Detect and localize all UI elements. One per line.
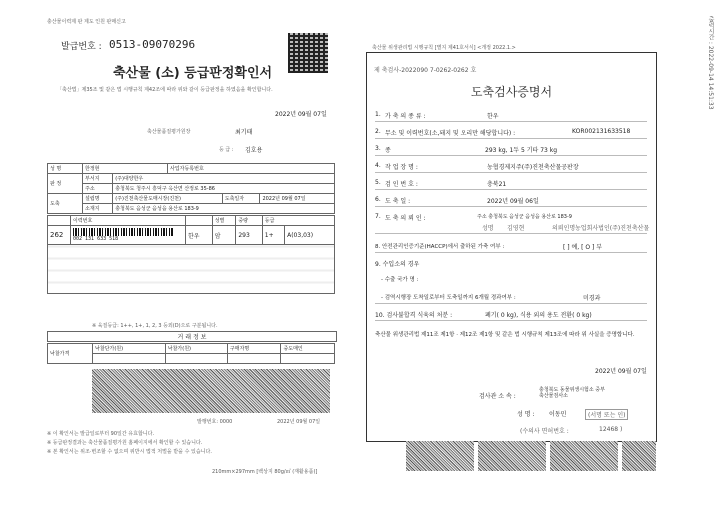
cell: 도축일자 [222,194,260,204]
item-3-num: 3. [375,145,381,152]
cell: 성 명 [48,164,83,174]
divider [375,206,647,207]
item-4-num: 4. [375,162,381,169]
cert-number: 0513-09070296 [109,38,196,51]
item-6-num: 6. [375,196,381,203]
top-note: 충산물이력제 판 제도 인원 판매신고 [47,19,126,25]
item-3-value: 293 kg, 1두 5 기타 73 kg [485,147,558,154]
security-pattern [550,441,618,471]
item-1-value: 한우 [487,113,499,120]
legal-text: 축산물 위생관리법 제11조 제1항 · 제12조 제1항 및 같은 법 시행규칙 제13조에 따라 위 사실을 증명합니다. [375,332,635,338]
item-7-value: 주소 충청북도 음성군 음성읍 용산로 183-9 [477,214,572,220]
divider [375,138,647,139]
notice-text: 「축산법」제35조 및 같은 법 시행규칙 제42조에 따라 위와 같이 등급판정을 하였음을 확인합니다. [57,87,273,93]
cell [93,354,166,364]
item-2-num: 2. [375,128,381,135]
item-7-label: 도 축 의 뢰 인 : [385,215,426,222]
cell: 충청북도 청주시 흥덕구 옥산면 산정로 35-86 [113,184,335,194]
issuer-label: 축산물품질평가원장 [147,129,191,135]
item-8-label: 8. 안전관리인증기준(HACCP)에서 출하된 가축 여부 : [375,244,505,250]
judge-label: 등 급 : [219,147,234,153]
divider [375,233,647,234]
cell: (주)대양한우 [113,174,335,184]
security-pattern [622,441,656,471]
slaughter-inspection-certificate [366,52,657,442]
divider [375,155,647,156]
inspector-label: 검사관 소 속 : [479,393,516,400]
footer: 210mm×297mm [백상지 80g/㎡ (재활용품)] [212,469,318,475]
cell: 낙찰가격 [48,344,93,364]
note-3: ※ 본 확인서는 위조·변조할 수 없으며 위반시 법적 처벌을 받을 수 있습니다. [47,449,212,455]
security-pattern [478,441,546,471]
cell: 낙찰가(원) [165,344,227,354]
cell: 중도매인 [281,344,335,354]
requester-col-4: 농업회사법인(주)진천축산물 [575,225,650,232]
cell [227,354,281,364]
item-9-label: 9. 수입소의 경우 [375,261,420,268]
cell: 262 [48,226,71,245]
doc-number: 제 축검사-2022090 7-0262-0262 호 [374,67,477,74]
cell: 성별 [212,216,236,226]
requester-col-1: 성명 [482,225,494,232]
barcode [73,228,173,236]
cell: 293 [236,226,262,245]
print-time: 출력시간 : 2022-09-14 14:51:33 [707,16,714,110]
issuer-name: 최기태 [235,129,253,136]
item-5-label: 검 인 번 호 : [385,181,418,188]
barcode-number: 002 131 633 518 [73,236,119,242]
security-pattern [406,441,474,471]
inspector-affil: 충청북도 동물위생시험소 중부축산물검사소 [539,387,605,399]
note-1: ※ 이 확인서는 발급일로부터 90일간 유효합니다. [47,431,155,437]
info-table [47,163,335,214]
cell: 낙찰단가(원) [93,344,166,354]
cell [165,354,227,364]
item-9b-value: 미경과 [583,295,601,302]
trade-table [47,343,335,364]
grading-certificate [47,18,347,476]
item-1-num: 1. [375,111,381,118]
cell: 중량 [236,216,262,226]
requester-col-3: 의뢰인명 [552,225,576,232]
right-top-note: 축산물 위생관리법 시행규칙 [별지 제41호서식] <개정 2022.1.> [372,45,516,51]
item-10-label: 10. 검사불합격 식육의 처분 : [375,312,453,319]
qr-code [288,33,328,73]
cell: 암 [212,226,236,245]
item-7-num: 7. [375,213,381,220]
item-4-value: 농협경제지주(주)진천축산물공판장 [487,164,579,171]
item-5-num: 5. [375,179,381,186]
name-label: 성 명 : [517,411,535,418]
item-2-label: 무소 및 이력번호(소,돼지 및 오리만 해당합니다) : [385,130,516,137]
cell: 한정현 [83,164,168,174]
sign-date: 2022년 09월 07일 [595,368,647,375]
name-value: 이동민 [549,411,567,418]
item-1-label: 가 축 의 종 류 : [385,113,426,120]
divider [375,172,647,173]
cell: 사업자등록번호 [167,164,334,174]
item-9b-label: - 검역시행장 도착일로부터 도축일까지 6개월 경과여부 : [381,295,516,301]
cell: (주)진천축산물도매시장(진천) [113,194,223,204]
cell [281,354,335,364]
cell: 한우 [186,226,213,245]
cell: 판 정 [48,174,83,194]
divider [375,121,647,122]
cell: 구매자명 [227,344,281,354]
cert-number-label: 발급번호 : [61,42,102,52]
divider [375,320,647,321]
cell: 부서지 [83,174,113,184]
divider [375,189,647,190]
bottom-date: 2022년 09월 07일 [277,419,321,425]
issue-date: 2022년 09월 07일 [275,111,327,118]
cell: 이력번호 [71,216,186,226]
doc-title: 도축검사증명서 [470,85,553,99]
cell: 도축 [48,194,83,214]
grade-footnote: ※ 육질등급: 1++, 1+, 1, 2, 3 등외(D)으로 구분됩니다. [92,323,218,329]
item-3-label: 종 [385,147,391,154]
note-2: ※ 등급판정결과는 축산물품질평가원 홈페이지에서 확인할 수 있습니다. [47,440,203,446]
cell: 등급 [262,216,334,226]
judge-name: 김호용 [245,147,263,154]
item-5-value: 충북21 [487,181,507,188]
item-10-value: 폐기( 0 kg), 식용 외의 용도 전환( 0 kg) [485,312,592,319]
grade-table [47,215,335,294]
bottom-stamp: 발행번호: 0000 [197,419,233,425]
item-6-label: 도 축 일 : [385,198,411,205]
cell [48,216,71,226]
cell: 주소 [83,184,113,194]
divider [375,252,647,253]
cell: 1+ [262,226,284,245]
license-label: (수의사 면허번호 : [520,428,569,435]
item-2-value: KOR002131633518 [572,128,631,135]
cell: A(03,03) [285,226,335,245]
requester-col-2: 김영현 [507,225,525,232]
item-6-value: 2022년 09월 06일 [487,198,539,205]
divider [375,303,647,304]
item-9a-label: - 수출 국가 명 : [381,277,419,283]
trade-section-label: 거 래 정 보 [47,331,337,342]
cell: 충청북도 음성군 음성읍 용산로 183-9 [113,204,335,214]
seal-stamp: (서명 또는 인) [585,409,628,420]
security-pattern [92,369,330,413]
item-8-value: [ ] 예, [ O ] 부 [563,244,603,251]
item-4-label: 작 업 장 명 : [385,164,418,171]
cell: 2022년 09월 07일 [260,194,335,204]
license-value: 12468 ) [599,426,623,433]
doc-title: 축산물 (소) 등급판정확인서 [113,66,273,81]
cell: 소재지 [83,204,113,214]
faded-rows [48,245,335,294]
cell: 설립명 [83,194,113,204]
cell [186,216,213,226]
